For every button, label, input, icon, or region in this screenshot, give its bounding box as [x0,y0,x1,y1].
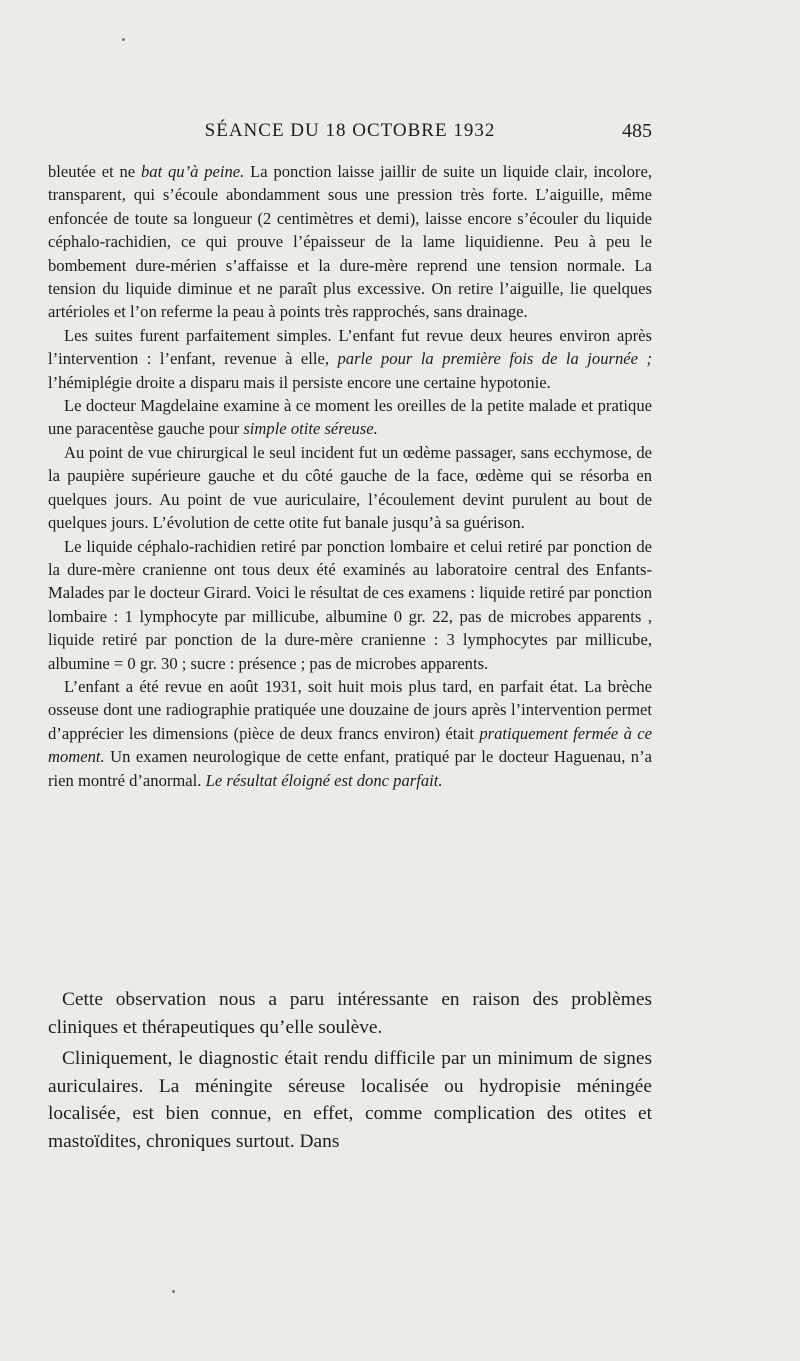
page-number: 485 [622,120,652,142]
paragraph [48,535,652,675]
italic-run: pratiquement fermée à ce moment. [48,723,652,767]
header-title: SÉANCE DU 18 OCTOBRE 1932 [204,120,496,141]
text-run: bleutée et ne [48,162,141,181]
text-run: Le docteur Magdelaine examine à ce moment les oreilles de la petite malade et pratique une paracentèse gauche pour [48,396,652,439]
paper-speck [122,38,125,41]
paragraph [48,675,652,792]
text-run: l’hémiplégie droite a disparu mais il persiste encore une certaine hypotonie. [48,372,551,392]
text-run: Au point de vue chirurgical le seul incident fut un œdème passager, sans ecchymose, de la paupière supérieure gauche et du côté gauche de la face, œdème qui se résorba en quelques jours. Au point de vue auriculaire, l’écoulement devint purulent au bout de quelques jours. L’évolution de cette otite fut banale jusqu’à sa guérison. [48,442,652,533]
paragraph [48,160,652,324]
discussion-text [48,986,652,1159]
observation-text [48,160,652,792]
italic-run: Le résultat éloigné est donc parfait. [205,770,443,790]
paragraph [48,986,652,1041]
text-run: Un examen neurologique de cette enfant, pratiqué par le docteur Haguenau, n’a rien montré d’anormal. [48,747,652,790]
paragraph [48,324,652,394]
italic-run: simple otite séreuse. [243,419,378,439]
text-run: L’enfant a été revue en août 1931, soit huit mois plus tard, en parfait état. La brèche osseuse dont une radiographie pratiquée une douzaine de jours après l’intervention permet d’apprécier les dimensions (pièce de deux francs environ) était [48,676,652,743]
text-run: Le liquide céphalo-rachidien retiré par ponction lombaire et celui retiré par ponction de la dure-mère cranienne ont tous deux été examinés au laboratoire central des Enfants-Malades par le docteur Girard. Voici le résultat de ces examens : liquide retiré par ponction lombaire : 1 lymphocyte par millicube, albumine 0 gr. 22, pas de microbes apparents , liquide retiré par ponction de la dure-mère cranienne : 3 lymphocytes par millicube, albumine = 0 gr. 30 ; sucre : présence ; pas de microbes apparents. [48,536,652,673]
paragraph [48,1045,652,1155]
italic-run: parle pour la première fois de la journée ; [337,349,652,369]
paragraph [48,441,652,535]
text-run: Les suites furent parfaitement simples. L’enfant fut revue deux heures environ après l’intervention : l’enfant, revenue à elle, [48,325,652,369]
running-header [48,120,652,150]
text-run: Cliniquement, le diagnostic était rendu difficile par un minimum de signes auriculaires. La méningite séreuse localisée ou hydropisie méningée localisée, est bien connue, en effet, comme complication des otites et mastoïdites, chroniques surtout. Dans [48,1048,652,1152]
text-run: Cette observation nous a paru intéressante en raison des problèmes cliniques et thérapeutiques qu’elle soulève. [48,989,652,1038]
paper-speck [172,1290,175,1293]
italic-run: bat qu’à peine. [140,162,245,181]
text-run: La ponction laisse jaillir de suite un liquide clair, incolore, transparent, qui s’écoule abondamment sous une pression très forte. L’aiguille, même enfoncée de toute sa longueur (2 centimètres et demi), laisse encore s’écouler du liquide céphalo-rachidien, ce qui prouve l’épaisseur de la lame liquidienne. Peu à peu le bombement dure-mérien s’affaisse et la dure-mère reprend une tension normale. La tension du liquide diminue et ne paraît plus excessive. On retire l’aiguille, lie quelques artérioles et l’on referme la peau à points très rapprochés, sans drainage. [48,162,652,322]
paragraph [48,394,652,441]
